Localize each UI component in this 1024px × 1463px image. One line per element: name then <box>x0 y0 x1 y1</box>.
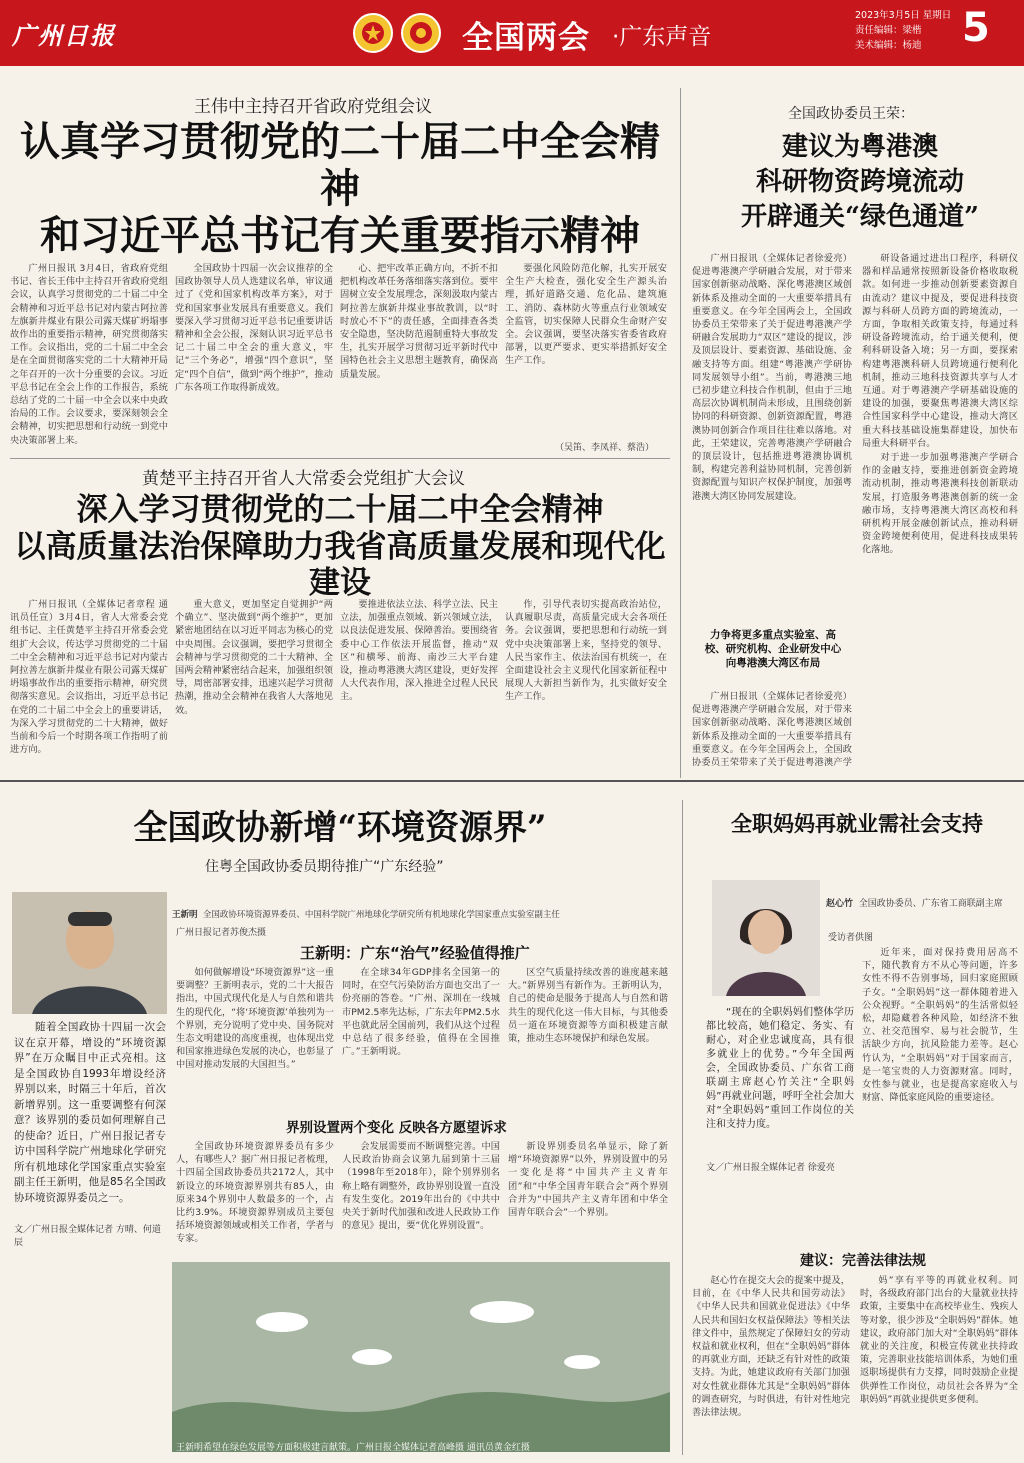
newspaper-logo[interactable]: 广州日报 <box>12 21 116 50</box>
story2-headline-line1: 深入学习贯彻党的二十届二中全会精神 <box>76 492 604 528</box>
story3-subtitle: 住粤全国政协委员期待推广“广东经验” <box>205 859 444 875</box>
section-subtitle: ·广东声音 <box>612 24 712 50</box>
mom-col1: 近年来，面对保持费用居高不下，随代教育方不从心等问题，许多女性不得不告别事场，回归家庭照顾子女。“全职妈妈”这一群体随着进入公众视野。“全职妈妈”的生活常似轻松，却隐藏着各种风险，如经济不独立、社交范围窄、易与社会脱节，生活缺少方向，抗风险能力差等。赵心竹认为，“全职妈妈”对于国家而言，是一笔宝贵的人力资源财富。同时，女性参与就业，也是提高家庭收入与财富、降低家庭风险的重要途径。 <box>862 947 1018 1104</box>
mom-quote: “现在的全职妈妈们整体学历都比较高，她们稳定、务实、有耐心，对企业忠诚度高，具有很多就业上的优势。”今年全国两会，全国政协委员、广东省工商联副主席赵心竹关注“全职妈妈”再就业问题，呼吁全社会加大对“全职妈妈”重回工作岗位的关注和支持力度。 <box>706 1007 854 1130</box>
page-number: 5 <box>962 5 990 51</box>
story3-inner-col3: 区空气质量持续改善的谁度越来越大。”新界别当有新作为。王新明认为，自己的使命是服务于提高人与自然和谐共生的现代化这一伟大目标，与其他委员一道在环境资源等方面积极建言献策，推动生态环境保护和绿色发展。 <box>508 967 668 1045</box>
wangrong-headline-line1: 建议为粤港澳 <box>781 132 938 162</box>
photo-credit: 广州日报记者苏俊杰摄 <box>176 928 267 938</box>
mom-col3: 妈”享有平等的再就业权利。同时，各级政府部门出台的大量就业扶持政策，主要集中在高校毕业生、残疾人等对象，很少涉及“全职妈妈”群体。她建议，政府部门加大对“全职妈妈”群体就业的关注度，积极宣传就业扶持政策，完善职业技能培训体系，为她们重返职场提供有力支撑，同时鼓励企业提供弹性工作岗位，动员社会各界为“全职妈妈”再就业提供更多便利。 <box>860 1275 1018 1405</box>
egret-photo-caption: 王新明希望在绿色发展等方面积极建言献策。广州日报全媒体记者高峰摄 通讯员黄金红摄 <box>176 1443 530 1453</box>
wangrong-headline-line2: 科研物资跨境流动 <box>755 167 964 197</box>
story3-inner-col2: 在全球34年GDP排名全国第一的同时，在空气污染防治方面也交出了一份亮丽的答卷。“广州、深圳在一线城市PM2.5率先达标，广东去年PM2.5水平也就此居全国前列，我们从这个过程中总结了很多经验，值得在全国推广。”王新明说。 <box>342 967 500 1058</box>
wangxinming-title: 王新明 全国政协环境资源界委员、中国科学院广州地球化学研究所有机地球化学国家重点实验室副主任 <box>172 910 560 920</box>
portrait-icon <box>12 892 167 1014</box>
mom-photo-credit: 受访者供图 <box>828 933 874 943</box>
issue-meta <box>855 8 951 53</box>
story2-col3: 要推进依法立法、科学立法、民主立法，加强重点领域、新兴领域立法，以良法促进发展、保障善治。要围绕省委中心工作依法开展监督，推动“双区”和横琴、前海、南沙三大平台建设，推动粤港澳大湾区建设，更好发挥人大代表作用，深入推进全过程人民民主。 <box>340 599 498 703</box>
story3-inner-col5: 会发展需要而不断调整完善。中国人民政治协商会议第九届到第十三届（1998年至2018年），除个别界别名称上略有调整外，政协界别设置一直没有发生变化。2019年出台的《中共中央关于新时代加强和改进人民政协工作的意见》提出，要“优化界别设置”。 <box>342 1141 500 1232</box>
story3-inner-col6: 新设界别委员名单显示，除了新增“环境资源界”以外，界别设置中的另一变化是将“中国共产主义青年团”和“中华全国青年联合会”两个界别合并为“中国共产主义青年团和中华全国青年联合会”一个界别。 <box>508 1141 668 1219</box>
zhaoxinzhu-title: 赵心竹 全国政协委员、广东省工商联副主席 <box>826 899 1003 909</box>
wangrong-col1: 广州日报讯（全媒体记者徐爱亮）促进粤港澳产学研融合发展，对于带来国家创新驱动战略、深化粤港澳区域创新体系及推动全面的一大重要举措具有重要意义。在今年全国两会上，全国政协委员王荣带来了关于促进粤港澳产学研融合发展助力“双区”建设的提议，涉及顶层设计、要素资源、基础设施、金融支持等方面。组建“粤港澳产学研协同发展领导小组”。当前，粤港澳三地已初步建立科技合作机制，但由于三地高层次协调机制尚未形成，且围绕创新协同的科研资源、创新资源配置，粤港澳协同创新合作项目往往难以落地。对此，王荣建议，完善粤港澳产学研融合的顶层设计，包括推进粤港澳协调机制，构建完善利益协同机制，完善创新资源配置与知识产权保护制度，加强粤港澳大湾区协同发展建设。 <box>692 253 852 502</box>
wangrong-callout: 力争将更多重点实验室、高校、研究机构、企业研发中心向粤港澳大湾区布局 <box>704 629 842 669</box>
story3-sidebar-byline: 文／广州日报全媒体记者 方晴、何道辰 <box>14 1225 161 1248</box>
story2-col4: 作，引导代表切实提高政治站位，认真履职尽责，高质量完成大会各项任务。会议强调，要把思想和行动统一到党中央决策部署上来，坚持党的领导、人民当家作主、依法治国有机统一，在全面建设社会主义现代化国家新征程中展现人大新担当新作为，扎实做好安全生产工作。 <box>505 599 667 703</box>
issue-date: 2023年3月5日 星期日 <box>855 10 952 21</box>
column-divider-2 <box>682 800 683 1455</box>
story3-inner-col1: 如何做解增设“环境资源界”这一重要调整？王新明表示，党的二十大报告指出，中国式现代化是人与自然和谐共生的现代化，“将‘环境资源’单独列为一个界别，充分说明了党中央、国务院对生态文明建设的高度重视，也体现出党和国家推进绿色发展的决心，也彰显了中国对推动发展的大国担当。” <box>176 967 334 1071</box>
section-title: 全国两会 <box>462 20 590 56</box>
section-divider <box>0 780 1024 782</box>
story2-headline[interactable] <box>10 492 670 602</box>
story2-kicker: 黄楚平主持召开省人大常委会党组扩大会议 <box>142 469 465 489</box>
masthead <box>0 0 1024 66</box>
wangrong-kicker: 全国政协委员王荣： <box>788 106 914 122</box>
story1-byline: （吴笛、李凤祥、蔡浩） <box>555 443 655 453</box>
issue-editor: 责任编辑：梁楷 <box>855 25 922 36</box>
wangxinming-name: 王新明 <box>172 910 198 920</box>
portrait-icon <box>712 880 820 996</box>
story1-col1: 广州日报讯 3月4日，省政府党组书记、省长王伟中主持召开省政府党组会议，认真学习贯彻党的二十届二中全会精神和习近平总书记对内蒙古阿拉善左旗新井煤业有限公司露天煤矿坍塌事故作出的重要指示精神，研究贯彻落实工作。会议指出，党的二十届二中全会是在全面贯彻落实党的二十大精神开局之年召开的一次十分重要的会议。习近平总书记在全会上作的工作报告，系统总结了党的二十届一中全会以来中央政治局的工作。会议要求，要深刻领会全会精神，切实把思想和行动统一到党中央决策部署上来。 <box>10 263 168 446</box>
mom-subhead: 建议：完善法律法规 <box>800 1253 926 1269</box>
egret-scene-icon <box>172 1262 670 1452</box>
story1-headline-line2: 和习近平总书记有关重要指示精神 <box>40 212 640 260</box>
mom-headline[interactable]: 全职妈妈再就业需社会支持 <box>731 811 983 836</box>
story1-col3: 心、把牢改革正确方向，不折不扣把机构改革任务落细落实落到位。要牢固树立安全发展理念，深刻汲取内蒙古阿拉善左旗新井煤业事故教训，以“时时放心不下”的责任感，全面排查各类安全隐患，坚决防范遏制重特大事故发生，扎实开展学习贯彻习近平新时代中国特色社会主义思想主题教育，确保高质量发展。 <box>340 263 498 380</box>
story1-kicker: 王伟中主持召开省政府党组会议 <box>194 97 432 117</box>
story3-sidebar: 随着全国政协十四届一次会议在京开幕，增设的“环境资源界”在万众瞩目中正式亮相。这是全国政协自1993年增设经济界别以来，时隔三十年后，首次新增界别。这一重要调整有何深意？该界别的委员如何理解自己的使命？近日，广州日报记者专访中国科学院广州地球化学研究所有机地球化学国家重点实验室副主任王新明，他是85名全国政协环境资源界委员之一。 <box>14 1021 166 1204</box>
story3-headline[interactable]: 全国政协新增“环境资源界” <box>133 808 547 848</box>
zhaoxinzhu-portrait <box>712 880 820 996</box>
wangrong-col2: 研设备通过进出口程序，科研仪器和样品通常按照新设备价格收取税款。如何进一步推动创新要素资源自由流动？建议中提及，要促进科技资源与科研人员跨方面的跨境流动，一方面，争取相关政策支持，每通过科研设备跨境流动，给于通关便利，便利科研设备入境；另一方面，要探索构建粤港澳科研人员跨境通行便利化机制，推动三地科技资源共享与人才互通。对于粤港澳产学研基础设施的建设的加强，要聚焦粤港澳大湾区综合性国家科学中心建设，推动大湾区重大科技基础设施集群建设，加快布局重大科研平台。 对于进一步加强粤港澳产学研合作的金融支持，要推进创新资金跨境流动机制，推动粤港澳科技创新联动发展，打造服务粤港澳创新的统一金融市场，支持粤港澳大湾区高校和科研机构开展金融创新试点，推动科研资金跨境便利使用，促进科技成果转化落地。 <box>862 253 1018 556</box>
wangrong-headline-line3: 开辟通关“绿色通道” <box>741 202 979 232</box>
story3-inner-headline[interactable]: 王新明：广东“治气”经验值得推广 <box>300 944 530 962</box>
story2-col2: 重大意义，更加坚定自觉拥护“两个确立”、坚决做到“两个维护”，更加紧密地团结在以习近平同志为核心的党中央周围。会议强调，要把学习贯彻全会精神与学习贯彻党的二十大精神、全国两会精神紧密结合起来，加强组织领导，周密部署安排，迅速兴起学习贯彻热潮，推动全会精神在我省人大落地见效。 <box>175 599 333 716</box>
wangrong-col3: 广州日报讯（全媒体记者徐爱亮）促进粤港澳产学研融合发展，对于带来国家创新驱动战略、深化粤港澳区域创新体系及推动全面的一大重要举措具有重要意义。在今年全国两会上，全国政协委员王荣带来了关于促进粤港澳产学 <box>692 691 852 768</box>
wangrong-headline[interactable] <box>700 130 1020 235</box>
mom-col2: 赵心竹在提交大会的提案中提及，目前，在《中华人民共和国劳动法》《中华人民共和国就业促进法》《中华人民共和国妇女权益保障法》等相关法律文件中，虽然规定了保障妇女的劳动权益和就业权利，但在“全职妈妈”群体的再就业方面，还缺乏有针对性的政策支持。为此，她建议政府有关部门加强对女性就业群体尤其是“全职妈妈”群体的调查研究，与时俱进，有针对性地完善法律法规。 <box>692 1275 850 1419</box>
wangxinming-portrait <box>12 892 167 1014</box>
story2-headline-line2: 以高质量法治保障助力我省高质量发展和现代化建设 <box>14 528 666 602</box>
story1-col4: 要强化风险防范化解，扎实开展安全生产大检查，强化安全生产源头治理，抓好道路交通、危化品、建筑施工、消防、森林防火等重点行业领域安全监管，切实保障人民群众生命财产安全。会议强调，要坚决落实省委省政府部署，以更严要求、更实举措抓好安全生产工作。 <box>505 263 667 367</box>
mom-byline: 文／广州日报全媒体记者 徐爱亮 <box>706 1163 835 1173</box>
story1-headline[interactable] <box>10 118 670 260</box>
story3-inner-col4: 全国政协环境资源界委员有多少人，有哪些人？据广州日报记者梳理，十四届全国政协委员共2172人，其中新设立的环境资源界别共有85人，由原来34个界别中人数最多的一个，占比约3.9%。环境资源界别成员主要包括环境资源领域或相关工作者，学者与专家。 <box>176 1141 334 1245</box>
egret-photo <box>172 1262 670 1452</box>
zhaoxinzhu-name: 赵心竹 <box>826 899 854 909</box>
story3-subhead2: 界别设置两个变化 反映各方愿望诉求 <box>286 1120 507 1136</box>
issue-designer: 美术编辑：杨迪 <box>855 40 922 51</box>
divider <box>10 458 670 459</box>
column-divider <box>680 88 681 778</box>
story1-col2: 全国政协十四届一次会议推荐的全国政协领导人员人选建议名单，审议通过了《党和国家机构改革方案》，对于党和国家事业发展具有重要意义。我们要深入学习贯彻习近平总书记重要讲话精神和全会公报，深刻认识习近平总书记二十届二中全会的重大意义，牢记“三个务必”，增强“四个意识”，坚定“四个自信”，做到“两个维护”，推动广东各项工作取得新成效。 <box>175 263 333 393</box>
story2-col1: 广州日报讯（全媒体记者章程 通讯员任宣）3月4日，省人大常委会党组书记、主任黄楚平主持召开常委会党组扩大会议，传达学习贯彻党的二十届二中全会精神和习近平总书记对内蒙古阿拉善左旗新井煤业有限公司露天煤矿坍塌事故作出的重要指示精神，研究贯彻落实意见。会议指出，习近平总书记在党的二十届二中全会上的重要讲话，为深入学习贯彻党的二十大精神，做好当前和今后一个时期各项工作指明了前进方向。 <box>10 599 168 756</box>
emblem-icons <box>352 12 444 54</box>
story1-headline-line1: 认真学习贯彻党的二十届二中全会精神 <box>20 118 660 213</box>
